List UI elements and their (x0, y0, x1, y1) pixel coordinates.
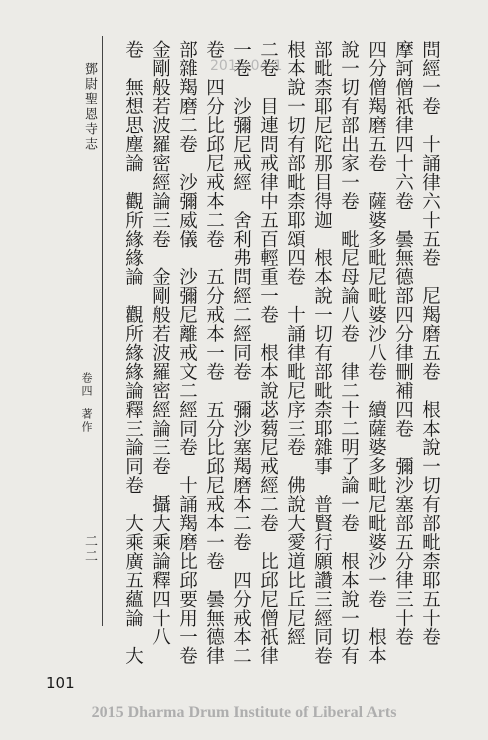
text-column: 二卷 目連問戒律中五百輕重一卷 根本說苾蒭尼戒經二卷 比邱尼僧祇律 (257, 40, 279, 666)
text-column: 摩訶僧祇律四十六卷 曇無德部四分律刪補四卷 彌沙塞部五分律三十卷 (392, 40, 414, 647)
section-label: 著作 (80, 408, 93, 434)
folio-number: 二二 (82, 534, 97, 564)
text-column: 問經一卷 十誦律六十五卷 尼羯磨五卷 根本說一切有部毗柰耶五十卷 (419, 40, 441, 647)
margin-rule (102, 36, 103, 626)
text-column: 卷 無想思塵論 觀所緣緣論 觀所緣緣論釋三論同卷 大乘廣五蘊論 大 (122, 40, 144, 666)
text-column: 四分僧羯磨五卷 薩婆多毗尼毗婆沙八卷 續薩婆多毗尼毗婆沙一卷 根本 (365, 40, 387, 666)
text-column: 部毗柰耶尼陀那目得迦 根本說一切有部毗柰耶雜事 普賢行願讚三經同卷 (311, 40, 333, 666)
text-column: 根本說一切有部毗柰耶頌四卷 十誦律毗尼序三卷 佛說大愛道比丘尼經 (284, 40, 306, 647)
text-column: 說一切有部出家一卷 毗尼母論八卷 律二十二明了論一卷 根本說一切有 (338, 40, 360, 666)
date-watermark: 2015-04-1 (210, 58, 283, 74)
text-column: 卷 四分比邱尼戒本二卷 五分戒本一卷 五分比邱尼戒本一卷 曇無德律 (203, 40, 225, 666)
page-number: 101 (46, 674, 75, 692)
copyright-watermark: 2015 Dharma Drum Institute of Liberal Arts (91, 704, 397, 721)
book-title: 鄧尉聖恩寺志 (82, 62, 97, 152)
text-column: 一卷 沙彌尼戒經 舍利弗問經二經同卷 彌沙塞羯磨本二卷 四分戒本二 (230, 40, 252, 666)
text-column: 金剛般若波羅密經論三卷 金剛般若波羅密經論三卷 攝大乘論釋四十八 (149, 40, 171, 647)
volume-label: 卷四 (80, 372, 93, 398)
text-column: 部雜羯磨二卷 沙彌威儀 沙彌尼離戒文二經同卷 十誦羯磨比邱要用一卷 (176, 40, 198, 666)
